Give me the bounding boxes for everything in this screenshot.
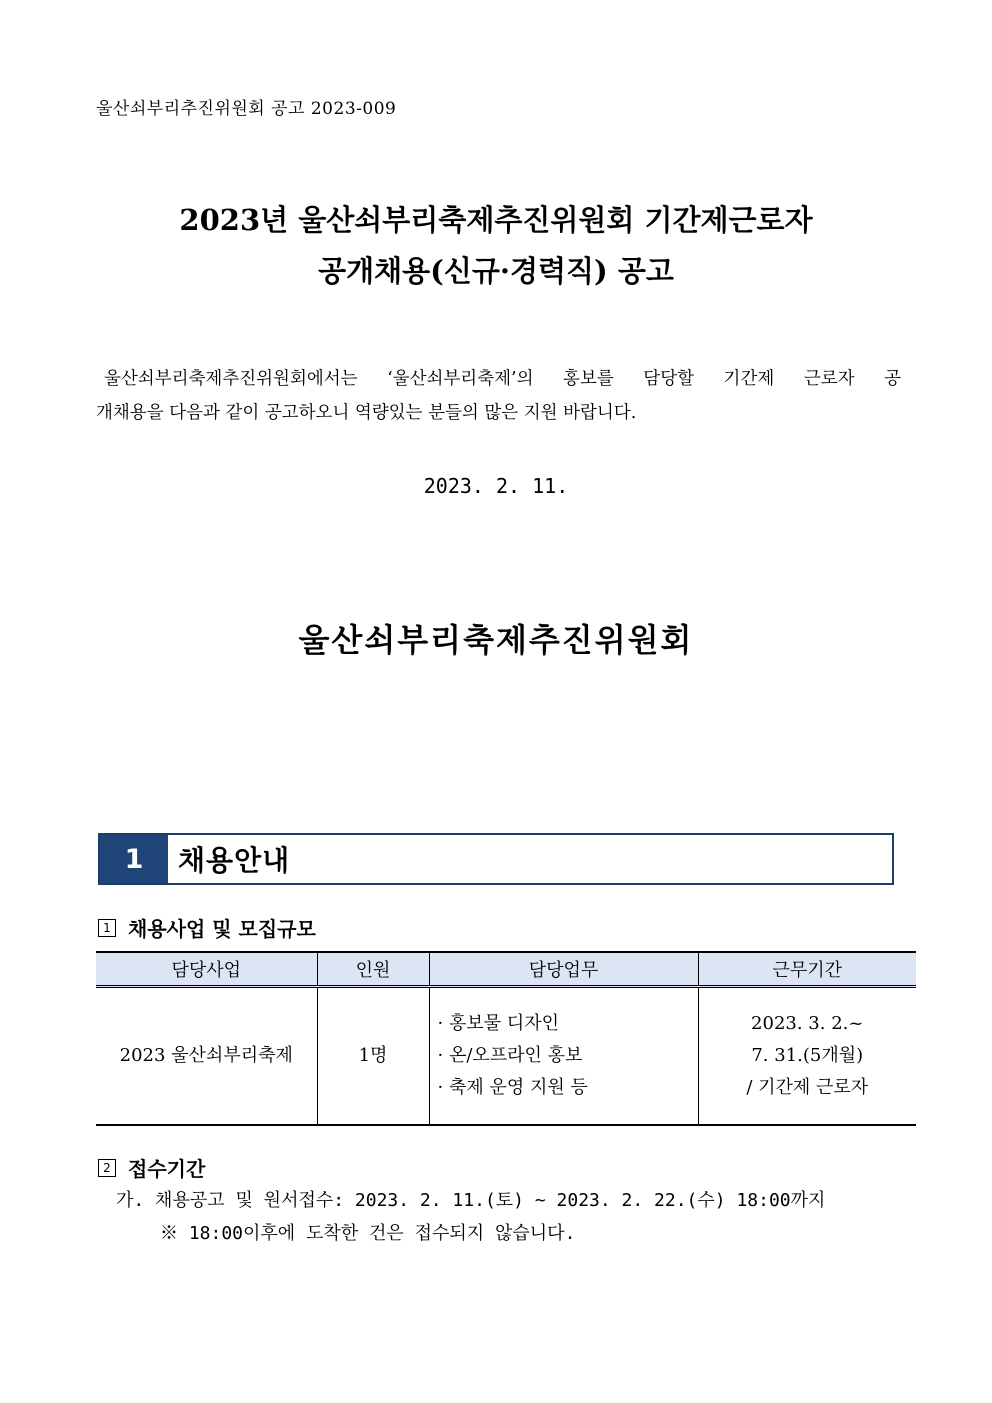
header-headcount: 인원 bbox=[317, 952, 429, 987]
reception-item: 가. 채용공고 및 원서접수: 2023. 2. 11.(토) ~ 2023. 2. 22.(수) 18:00까지 bbox=[116, 1190, 826, 1211]
subheading-recruitment bbox=[98, 913, 316, 942]
intro-paragraph bbox=[96, 362, 901, 430]
section-heading-1 bbox=[98, 833, 894, 885]
period-line: 2023. 3. 2.~ bbox=[751, 1013, 864, 1034]
period-line: / 기간제 근로자 bbox=[746, 1077, 869, 1098]
recruitment-table bbox=[96, 951, 916, 1126]
subheading-reception bbox=[98, 1153, 205, 1182]
period-line: 7. 31.(5개월) bbox=[751, 1045, 864, 1066]
header-project: 담당사업 bbox=[96, 952, 317, 987]
document-title-line2: 공개채용(신규·경력직) 공고 bbox=[318, 254, 674, 288]
duty-item: · 온/오프라인 홍보 bbox=[437, 1045, 583, 1066]
reception-details bbox=[116, 1184, 825, 1250]
duty-item: · 축제 운영 지원 등 bbox=[437, 1077, 588, 1098]
boxed-number-marker: 2 bbox=[98, 1159, 116, 1177]
subheading-label: 채용사업 및 모집규모 bbox=[128, 917, 316, 941]
document-title-line1: 2023년 울산쇠부리축제추진위원회 기간제근로자 bbox=[179, 203, 813, 237]
intro-line1: 울산쇠부리축제추진위원회에서는 ‘울산쇠부리축제’의 홍보를 담당할 기간제 근로자 공 bbox=[104, 369, 901, 389]
table-header-row bbox=[96, 952, 916, 987]
table-row bbox=[96, 987, 916, 1126]
cell-period bbox=[698, 987, 916, 1126]
boxed-number-marker: 1 bbox=[98, 919, 116, 937]
cell-duties bbox=[429, 987, 698, 1126]
reception-note: ※ 18:00이후에 도착한 건은 접수되지 않습니다. bbox=[160, 1223, 576, 1244]
section-number: 1 bbox=[100, 835, 168, 883]
header-period: 근무기간 bbox=[698, 952, 916, 987]
cell-project: 2023 울산쇠부리축제 bbox=[96, 987, 317, 1126]
duty-item: · 홍보물 디자인 bbox=[437, 1013, 559, 1034]
cell-headcount: 1명 bbox=[317, 987, 429, 1126]
notice-date: 2023. 2. 11. bbox=[423, 474, 569, 498]
header-duties: 담당업무 bbox=[429, 952, 698, 987]
intro-line2: 개채용을 다음과 같이 공고하오니 역량있는 분들의 많은 지원 바랍니다. bbox=[96, 403, 637, 423]
section-label: 채용안내 bbox=[178, 844, 291, 877]
subheading-label: 접수기간 bbox=[128, 1157, 206, 1181]
notice-number: 울산쇠부리추진위원회 공고 2023-009 bbox=[96, 99, 397, 119]
organization-name: 울산쇠부리축제추진위원회 bbox=[298, 621, 694, 659]
